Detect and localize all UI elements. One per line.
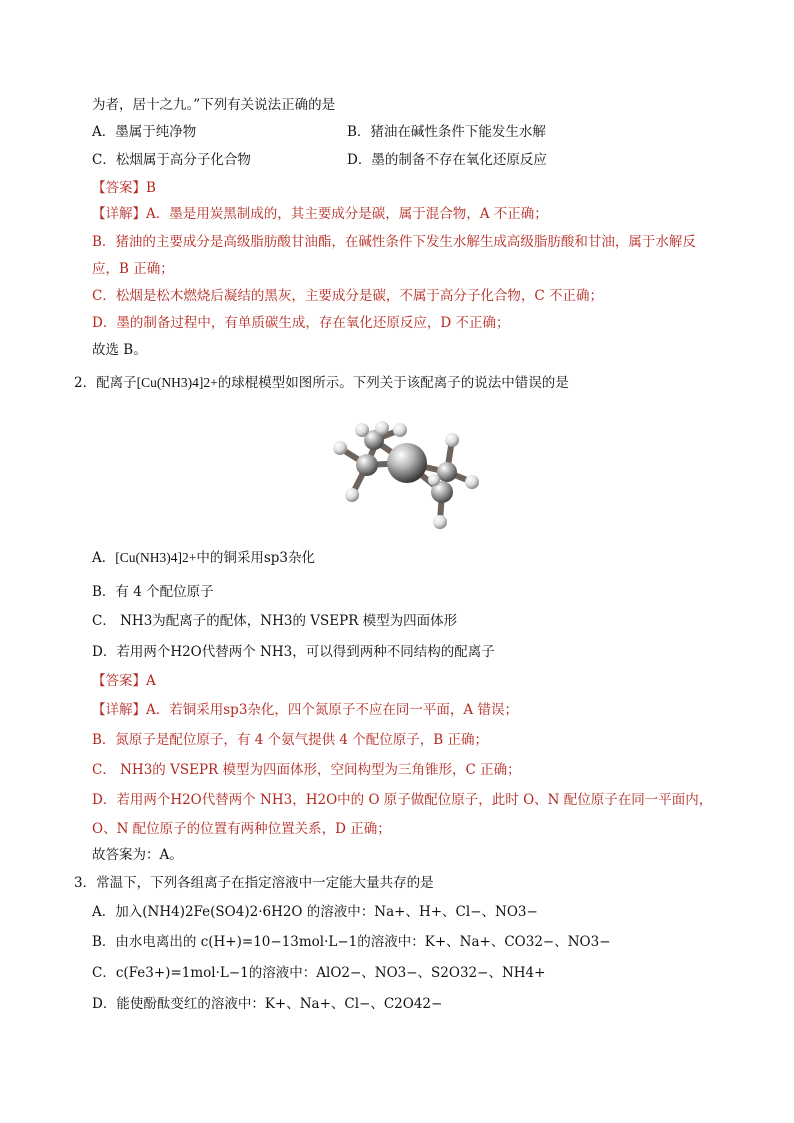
q2-option-c: C． NH3为配离子的配体，NH3的 VSEPR 模型为四面体形 [92, 613, 458, 629]
hydrogen-atom [375, 421, 389, 435]
q3-option-d: D．能使酚酞变红的溶液中：K+、Na+、Cl−、C2O42− [92, 996, 443, 1012]
hydrogen-atom [393, 423, 407, 437]
q2-option-a: A．[Cu(NH3)4]2+中的铜采用sp3杂化 [92, 550, 316, 566]
answer-value: A [146, 673, 156, 689]
q2-stem [74, 373, 569, 393]
q2-stem-rest: 的球棍模型如图所示。下列关于该配离子的说法中错误的是 [217, 375, 569, 391]
hydrogen-atom [433, 515, 447, 529]
q3-stem: 3．常温下，下列各组离子在指定溶液中一定能大量共存的是 [74, 875, 434, 891]
q2-ion-formula: [Cu(NH3)4]2+ [115, 550, 197, 565]
q1-option-d: D．墨的制备不存在氧化还原反应 [347, 152, 547, 168]
nitrogen-atom [437, 462, 457, 482]
answer-tag: 【答案】 [92, 673, 146, 689]
q2-explain-line-3: C． NH3的 VSEPR 模型为四面体形，空间构型为三角锥形，C 正确； [92, 762, 521, 778]
q2-option-d: D．若用两个H2O代替两个 NH3，可以得到两种不同结构的配离子 [92, 644, 495, 660]
q2-ion-formula: [Cu(NH3)4]2+ [136, 375, 218, 390]
hydrogen-atom [465, 475, 479, 489]
q3-option-c: C．c(Fe3+)=1mol·L−1的溶液中：AlO2−、NO3−、S2O32−、NH4+ [92, 965, 546, 981]
answer-value: B [146, 180, 156, 196]
hydrogen-atom [333, 441, 347, 455]
q1-explain-line-1: 【详解】A．墨是用炭黑制成的，其主要成分是碳，属于混合物，A 不正确； [92, 206, 548, 222]
q2-explain-line-1: 【详解】A．若铜采用sp3杂化，四个氮原子不应在同一平面，A 错误； [92, 702, 518, 718]
q2-number: 2．配离子 [74, 375, 137, 391]
q1-conclusion: 故选 B。 [92, 342, 147, 358]
q2-answer [92, 671, 156, 691]
answer-tag: 【答案】 [92, 180, 146, 196]
ball-and-stick-model [322, 400, 492, 540]
q3-option-a: A．加入(NH4)2Fe(SO4)2·6H2O 的溶液中：Na+、H+、Cl−、NO3− [92, 904, 538, 920]
hydrogen-atom [345, 488, 359, 502]
q2-explain-line-2: B．氮原子是配位原子，有 4 个氨气提供 4 个配位原子，B 正确； [92, 732, 488, 748]
q2-explain-line-5: O、N 配位原子的位置有两种位置关系，D 正确； [92, 821, 391, 837]
q1-option-b: B．猪油在碱性条件下能发生水解 [347, 124, 546, 140]
explain-tag: 【详解】 [92, 702, 146, 718]
hydrogen-atom [445, 433, 459, 447]
q3-option-b: B．由水电离出的 c(H+)=10−13mol·L−1的溶液中：K+、Na+、CO32−、NO3− [92, 934, 611, 950]
q1-option-a: A．墨属于纯净物 [92, 124, 197, 140]
q2-option-b: B．有 4 个配位原子 [92, 584, 214, 600]
q1-option-c: C．松烟属于高分子化合物 [92, 152, 251, 168]
q1-answer [92, 178, 156, 198]
q1-explain-line-3: 应，B 正确； [92, 261, 174, 277]
q2-conclusion: 故答案为：A。 [92, 847, 183, 863]
q2-explain-line-4: D．若用两个H2O代替两个 NH3，H2O中的 O 原子做配位原子，此时 O、N 配位原子在同一平面内， [92, 792, 713, 808]
copper-atom [387, 443, 427, 483]
hydrogen-atom [428, 474, 440, 486]
q1-explain-line-2: B．猪油的主要成分是高级脂肪酸甘油酯，在碱性条件下发生水解生成高级脂肪酸和甘油，属于水解反 [92, 234, 696, 250]
q1-explain-line-5: D．墨的制备过程中，有单质碳生成，存在氧化还原反应，D 不正确； [92, 315, 510, 331]
explain-tag: 【详解】 [92, 206, 146, 222]
nitrogen-atom [356, 454, 378, 476]
q1-explain-line-4: C．松烟是松木燃烧后凝结的黑灰，主要成分是碳，不属于高分子化合物，C 不正确； [92, 288, 603, 304]
hydrogen-atom [355, 423, 369, 437]
q1-intro: 为者，居十之九。”下列有关说法正确的是 [92, 97, 336, 113]
